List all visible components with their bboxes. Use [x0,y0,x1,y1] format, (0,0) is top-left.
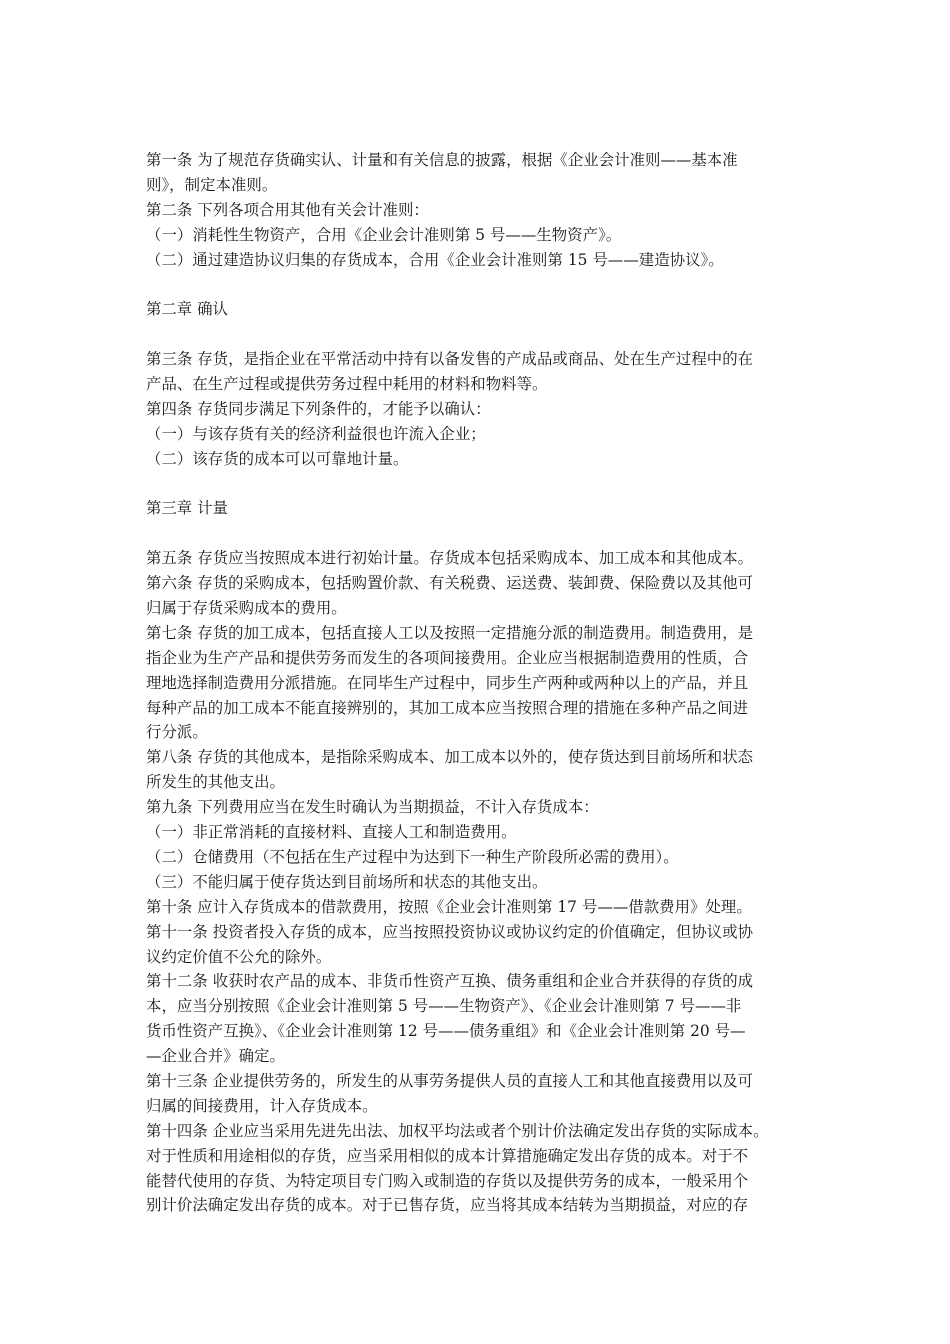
text-line: 每种产品的加工成本不能直接辨别的，其加工成本应当按照合理的措施在多种产品之间进 [146,698,749,717]
text-line: 第一条 为了规范存货确实认、计量和有关信息的披露，根据《企业会计准则——基本准 [146,151,738,169]
text-line: 第八条 存货的其他成本，是指除采购成本、加工成本以外的，使存货达到目前场所和状态 [146,748,754,767]
text-line: 第十四条 企业应当采用先进先出法、加权平均法或者个别计价法确定发出存货的实际成本。 [146,1121,769,1140]
text-line: 货币性资产互换》、《企业会计准则第 12 号——债务重组》和《企业会计准则第 20 号— [146,1022,746,1041]
text-line: 第十一条 投资者投入存货的成本，应当按照投资协议或协议约定的价值确定，但协议或协 [146,922,754,941]
text-line: 第十条 应计入存货成本的借款费用，按照《企业会计准则第 17 号——借款费用》处理。 [146,897,752,916]
text-line: 别计价法确定发出存货的成本。对于已售存货，应当将其成本结转为当期损益，对应的存 [146,1196,749,1215]
blank-line [146,472,814,497]
text-line: 所发生的其他支出。 [146,773,285,792]
text-line: 则》，制定本准则。 [146,175,278,194]
text-line: 议约定价值不公允的除外。 [146,947,332,966]
document-body [146,148,814,1218]
text-line: 第十三条 企业提供劳务的，所发生的从事劳务提供人员的直接人工和其他直接费用以及可 [146,1071,754,1090]
text-line: 产品、在生产过程或提供劳务过程中耗用的材料和物料等。 [146,375,548,394]
text-line: 对于性质和用途相似的存货，应当采用相似的成本计算措施确定发出存货的成本。对于不 [146,1146,749,1165]
text-line: 指企业为生产产品和提供劳务而发生的各项间接费用。企业应当根据制造费用的性质，合 [146,648,749,667]
text-line: 理地选择制造费用分派措施。在同毕生产过程中，同步生产两种或两种以上的产品，并且 [146,673,749,692]
text-line: （二）该存货的成本可以可靠地计量。 [146,449,409,468]
blank-line [146,521,814,546]
text-line: （二）通过建造协议归集的存货成本，合用《企业会计准则第 15 号——建造协议》。 [146,250,724,269]
text-line: （一）消耗性生物资产，合用《企业会计准则第 5 号——生物资产》。 [146,225,622,244]
chapter-heading: 第二章 确认 [146,300,228,319]
text-line: 行分派。 [146,723,208,742]
text-line: 能替代使用的存货、为特定项目专门购入或制造的存货以及提供劳务的成本，一般采用个 [146,1171,749,1190]
chapter-heading: 第三章 计量 [146,499,228,518]
text-line: 第七条 存货的加工成本，包括直接人工以及按照一定措施分派的制造费用。制造费用，是 [146,623,754,642]
blank-line [146,322,814,347]
blank-line [146,272,814,297]
text-line: （二）仓储费用（不包括在生产过程中为达到下一种生产阶段所必需的费用）。 [146,847,679,866]
text-line: 第二条 下列各项合用其他有关会计准则： [146,200,429,219]
text-line: 本，应当分别按照《企业会计准则第 5 号——生物资产》、《企业会计准则第 7 号——非 [146,997,742,1016]
text-line: （一）与该存货有关的经济利益很也许流入企业； [146,424,486,443]
text-line: 第三条 存货，是指企业在平常活动中持有以备发售的产成品或商品、处在生产过程中的在 [146,350,754,369]
text-line: 第九条 下列费用应当在发生时确认为当期损益，不计入存货成本： [146,798,599,817]
text-line: 第四条 存货同步满足下列条件的，才能予以确认： [146,399,491,418]
text-line: 第十二条 收获时农产品的成本、非货币性资产互换、债务重组和企业合并获得的存货的成 [146,972,754,991]
text-line: 归属的间接费用，计入存货成本。 [146,1096,378,1115]
text-line: （一）非正常消耗的直接材料、直接人工和制造费用。 [146,823,517,842]
text-line: （三）不能归属于使存货达到目前场所和状态的其他支出。 [146,872,548,891]
text-line: 第五条 存货应当按照成本进行初始计量。存货成本包括采购成本、加工成本和其他成本。 [146,549,754,568]
text-line: 第六条 存货的采购成本，包括购置价款、有关税费、运送费、装卸费、保险费以及其他可 [146,574,754,593]
text-line: —企业合并》确定。 [146,1047,285,1066]
text-line: 归属于存货采购成本的费用。 [146,599,347,618]
